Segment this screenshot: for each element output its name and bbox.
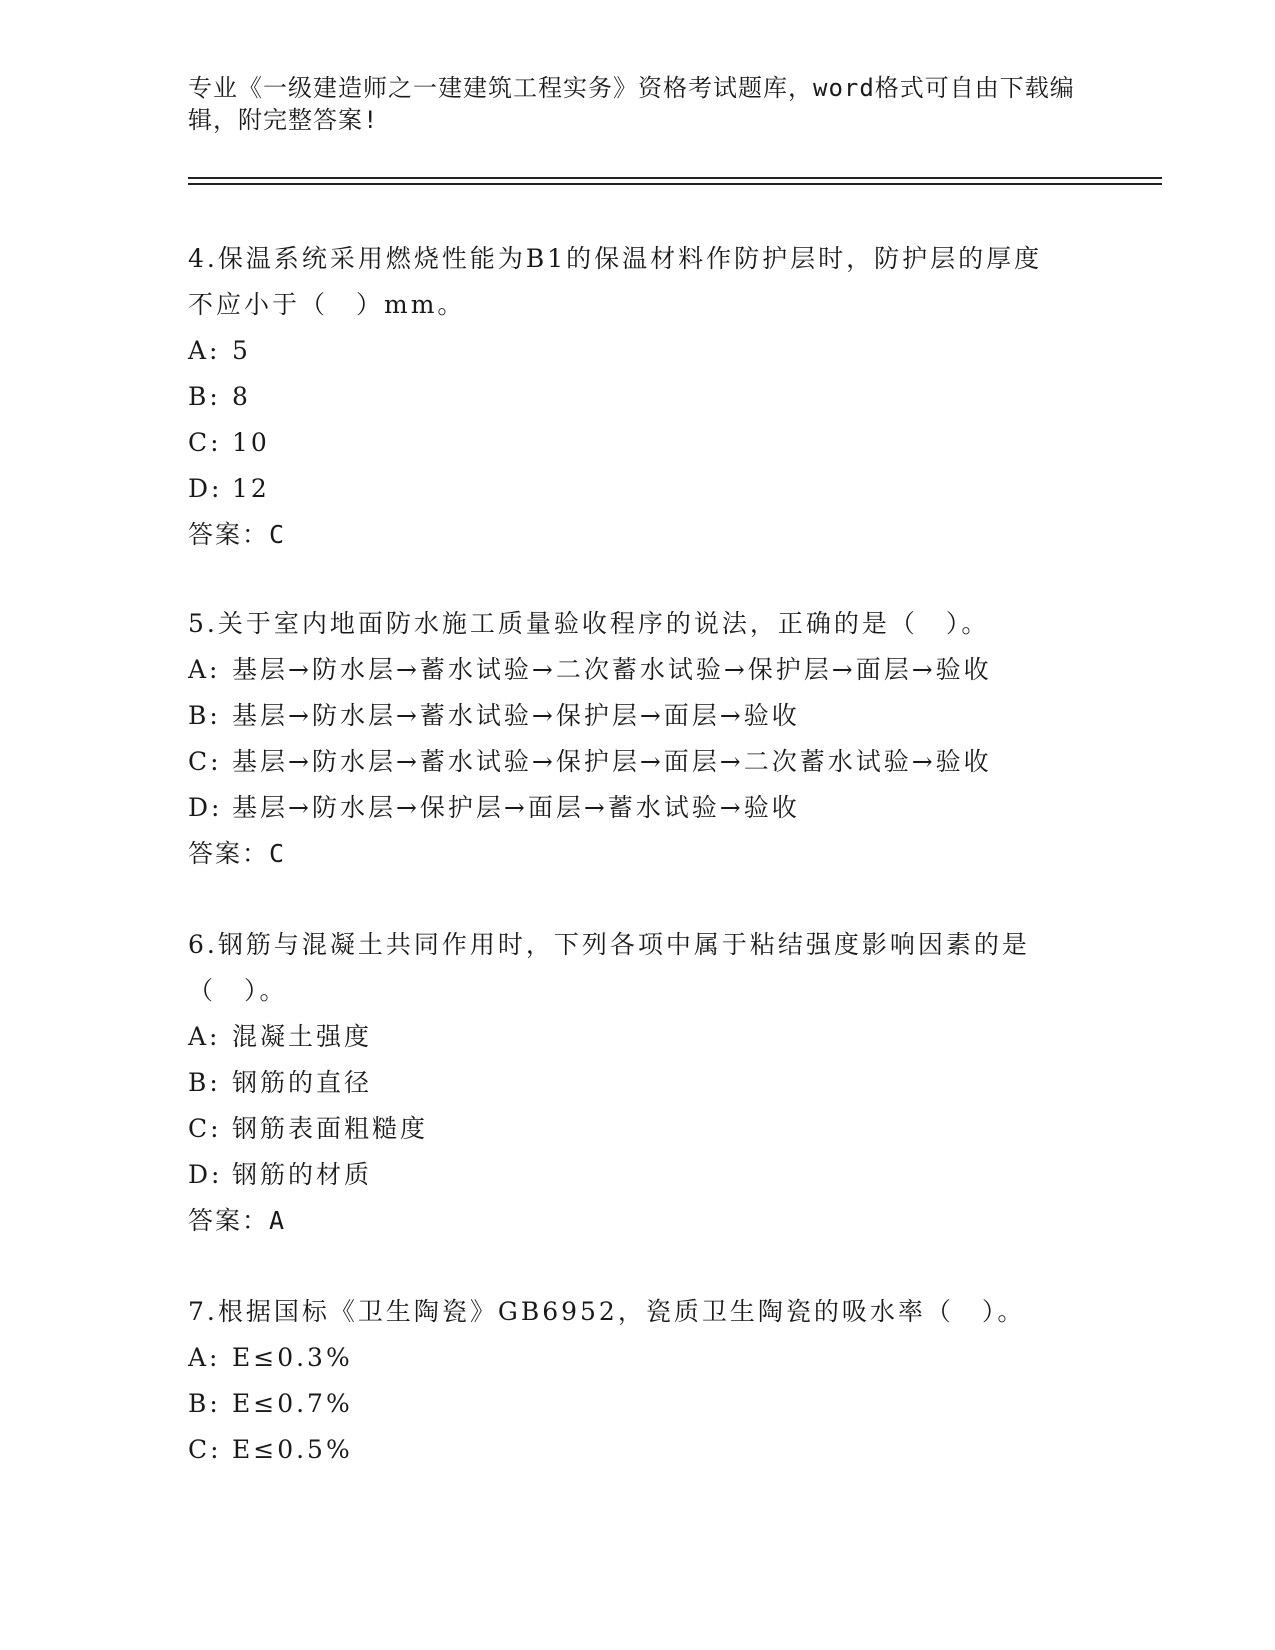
option-a <box>188 647 1088 693</box>
option-d <box>188 466 1088 512</box>
question-6 <box>188 922 1088 1244</box>
option-d <box>188 1152 1088 1198</box>
question-7 <box>188 1289 1088 1473</box>
option-b <box>188 1060 1088 1106</box>
option-text: 8 <box>232 382 251 411</box>
option-d <box>188 785 1088 831</box>
option-key: D: <box>188 793 223 822</box>
option-b <box>188 693 1088 739</box>
answer-value: C <box>269 520 287 549</box>
answer-label: 答案： <box>188 839 270 868</box>
question-stem: 6.钢筋与混凝土共同作用时，下列各项中属于粘结强度影响因素的是 <box>188 930 1030 959</box>
option-text: 12 <box>232 474 270 503</box>
option-text: E≤0.3% <box>232 1343 353 1372</box>
option-key: D: <box>188 474 223 503</box>
option-text: 基层→防水层→蓄水试验→保护层→面层→验收 <box>232 701 800 730</box>
option-key: B: <box>188 1068 221 1097</box>
option-a <box>188 328 1088 374</box>
option-key: A: <box>188 1022 221 1051</box>
option-c <box>188 1427 1088 1473</box>
option-text: 10 <box>232 428 270 457</box>
question-4 <box>188 236 1088 558</box>
option-a <box>188 1014 1088 1060</box>
question-5 <box>188 601 1088 877</box>
answer-line <box>188 1198 1088 1244</box>
option-text: 基层→防水层→保护层→面层→蓄水试验→验收 <box>232 793 800 822</box>
option-key: D: <box>188 1160 223 1189</box>
option-c <box>188 1106 1088 1152</box>
option-key: B: <box>188 382 221 411</box>
option-key: A: <box>188 655 221 684</box>
option-text: 混凝土强度 <box>232 1022 373 1051</box>
option-text: 基层→防水层→蓄水试验→保护层→面层→二次蓄水试验→验收 <box>232 747 992 776</box>
option-b <box>188 374 1088 420</box>
header-line-2: 辑，附完整答案! <box>188 106 379 134</box>
option-c <box>188 420 1088 466</box>
document-header <box>188 72 1088 136</box>
header-divider-bottom <box>188 183 1162 185</box>
option-key: C: <box>188 428 222 457</box>
option-a <box>188 1335 1088 1381</box>
question-stem: 4.保温系统采用燃烧性能为B1的保温材料作防护层时，防护层的厚度 <box>188 244 1043 273</box>
option-key: B: <box>188 701 221 730</box>
option-text: 钢筋表面粗糙度 <box>232 1114 429 1143</box>
header-line-1: 专业《一级建造师之一建建筑工程实务》资格考试题库，word格式可自由下载编 <box>188 74 1075 102</box>
option-text: E≤0.7% <box>232 1389 353 1418</box>
header-divider-top <box>188 177 1162 179</box>
option-b <box>188 1381 1088 1427</box>
option-key: C: <box>188 1435 222 1464</box>
option-text: E≤0.5% <box>232 1435 353 1464</box>
option-text: 基层→防水层→蓄水试验→二次蓄水试验→保护层→面层→验收 <box>232 655 992 684</box>
option-text: 钢筋的直径 <box>232 1068 373 1097</box>
answer-value: C <box>269 839 287 868</box>
question-stem: 7.根据国标《卫生陶瓷》GB6952，瓷质卫生陶瓷的吸水率（ ）。 <box>188 1297 1026 1326</box>
option-key: A: <box>188 336 221 365</box>
option-key: B: <box>188 1389 221 1418</box>
option-key: C: <box>188 1114 222 1143</box>
answer-line <box>188 512 1088 558</box>
answer-label: 答案： <box>188 1206 270 1235</box>
question-stem-continued: 不应小于（ ）mm。 <box>188 290 466 319</box>
answer-value: A <box>269 1206 287 1235</box>
option-key: C: <box>188 747 222 776</box>
answer-line <box>188 831 1088 877</box>
question-stem: 5.关于室内地面防水施工质量验收程序的说法，正确的是（ ）。 <box>188 609 990 638</box>
answer-label: 答案： <box>188 520 270 549</box>
question-stem-continued: （ ）。 <box>188 976 288 1005</box>
option-key: A: <box>188 1343 221 1372</box>
option-text: 5 <box>232 336 251 365</box>
option-text: 钢筋的材质 <box>232 1160 373 1189</box>
option-c <box>188 739 1088 785</box>
